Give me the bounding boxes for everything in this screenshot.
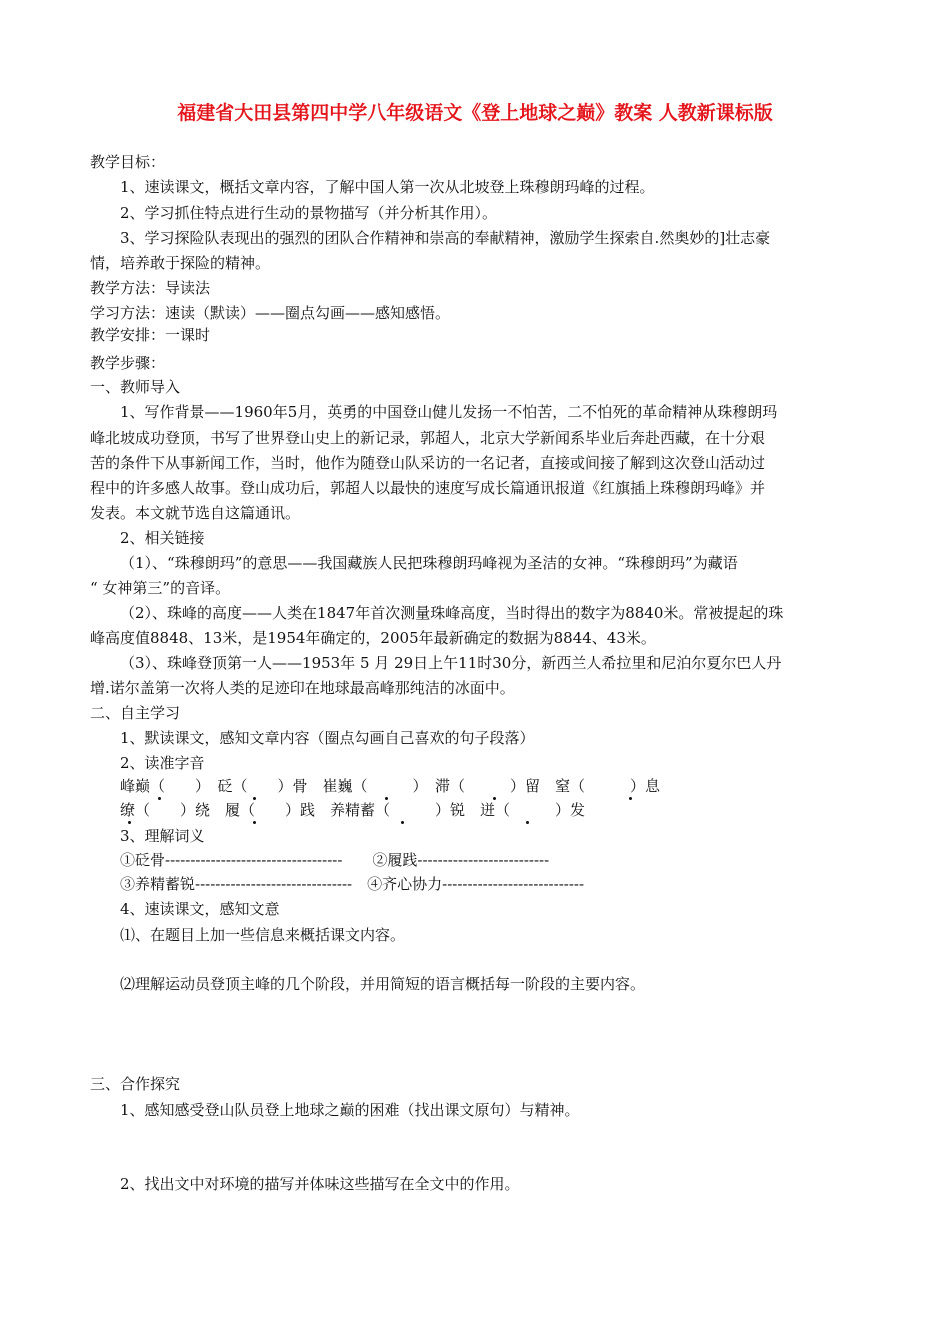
background-line-3: 苦的条件下从事新闻工作，当时，他作为随登山队采访的一名记者，直接或间接了解到这次登山活动过 <box>90 454 766 472</box>
goals-heading: 教学目标： <box>90 153 166 171</box>
emphasis-dot <box>253 797 256 800</box>
link-3-continued: 增.诺尔盖第一次将人类的足迹印在地球最高峰那纯洁的冰面中。 <box>90 679 515 697</box>
link-2: （2）、珠峰的高度——人类在1847年首次测量珠峰高度，当时得出的数字为8840米。常被提起的珠 <box>120 604 784 622</box>
emphasis-dot <box>629 797 632 800</box>
link-3: （3）、珠峰登顶第一人——1953年 5 月 29日上午11时30分，新西兰人希拉里和尼泊尔夏尔巴人丹 <box>120 654 782 672</box>
schedule: 教学安排：一课时 <box>90 326 211 344</box>
emphasis-dot <box>253 821 256 824</box>
page-title: 福建省大田县第四中学八年级语文《登上地球之巅》教案 人教新课标版 <box>177 102 773 124</box>
question-1: ⑴、在题目上加一些信息来概括课文内容。 <box>120 926 406 944</box>
vocabulary-row-1: ①砭骨----------------------------------- ②履践-------------------------- <box>120 851 550 869</box>
vocabulary-row-2: ③养精蓄锐------------------------------- ④齐心协力---------------------------- <box>120 875 585 893</box>
part-2-heading: 二、自主学习 <box>90 704 181 722</box>
emphasis-dot <box>493 797 496 800</box>
background-line-2: 峰北坡成功登顶，书写了世界登山史上的新记录，郭超人，北京大学新闻系毕业后奔赴西藏，在十分艰 <box>90 429 766 447</box>
goal-3-continued: 情，培养敢于探险的精神。 <box>90 254 271 272</box>
related-links-heading: 2、相关链接 <box>120 529 205 547</box>
goal-1: 1、速读课文，概括文章内容，了解中国人第一次从北坡登上珠穆朗玛峰的过程。 <box>120 178 655 196</box>
self-study-4: 4、速读课文，感知文意 <box>120 900 280 918</box>
cooperation-2: 2、找出文中对环境的描写并体味这些描写在全文中的作用。 <box>120 1175 520 1193</box>
background-line-5: 发表。本文就节选自这篇通讯。 <box>90 504 301 522</box>
emphasis-dot <box>526 821 529 824</box>
link-1: （1）、“珠穆朗玛”的意思——我国藏族人民把珠穆朗玛峰视为圣洁的女神。“珠穆朗玛”为藏语 <box>120 554 738 572</box>
link-1-continued: “ 女神第三”的音译。 <box>90 579 231 597</box>
pronunciation-row-1: 峰巅（ ） 砭（ ）骨 崔巍（ ） 滞（ ）留 窒（ ）息 <box>120 777 661 795</box>
background-line-4: 程中的许多感人故事。登山成功后，郭超人以最快的速度写成长篇通讯报道《红旗插上珠穆朗玛峰》并 <box>90 479 766 497</box>
teaching-method: 教学方法：导读法 <box>90 279 211 297</box>
goal-2: 2、学习抓住特点进行生动的景物描写（并分析其作用）。 <box>120 204 498 222</box>
cooperation-1: 1、感知感受登山队员登上地球之巅的困难（找出课文原句）与精神。 <box>120 1101 580 1119</box>
background-line-1: 1、写作背景——1960年5月，英勇的中国登山健儿发扬一不怕苦，二不怕死的革命精神从珠穆朗玛 <box>120 403 778 421</box>
link-2-continued: 峰高度值8848、13米，是1954年确定的，2005年最新确定的数据为8844、43米。 <box>90 629 656 647</box>
learning-method: 学习方法：速读（默读）——圈点勾画——感知感悟。 <box>90 304 451 322</box>
part-3-heading: 三、合作探究 <box>90 1075 181 1093</box>
self-study-1: 1、默读课文，感知文章内容（圈点勾画自己喜欢的句子段落） <box>120 729 535 747</box>
question-2: ⑵理解运动员登顶主峰的几个阶段，并用简短的语言概括每一阶段的主要内容。 <box>120 975 646 993</box>
emphasis-dot <box>401 821 404 824</box>
emphasis-dot <box>128 821 131 824</box>
steps-heading: 教学步骤： <box>90 354 166 372</box>
goal-3: 3、学习探险队表现出的强烈的团队合作精神和崇高的奉献精神，激励学生探索自.然奥妙的]壮志豪 <box>120 229 771 247</box>
emphasis-dot <box>385 797 388 800</box>
part-1-heading: 一、教师导入 <box>90 378 181 396</box>
emphasis-dot <box>158 797 161 800</box>
self-study-2: 2、读准字音 <box>120 754 205 772</box>
pronunciation-row-2: 缭（ ）绕 履（ ）践 养精蓄（ ）锐 迸（ ）发 <box>120 801 586 819</box>
self-study-3: 3、理解词义 <box>120 827 205 845</box>
